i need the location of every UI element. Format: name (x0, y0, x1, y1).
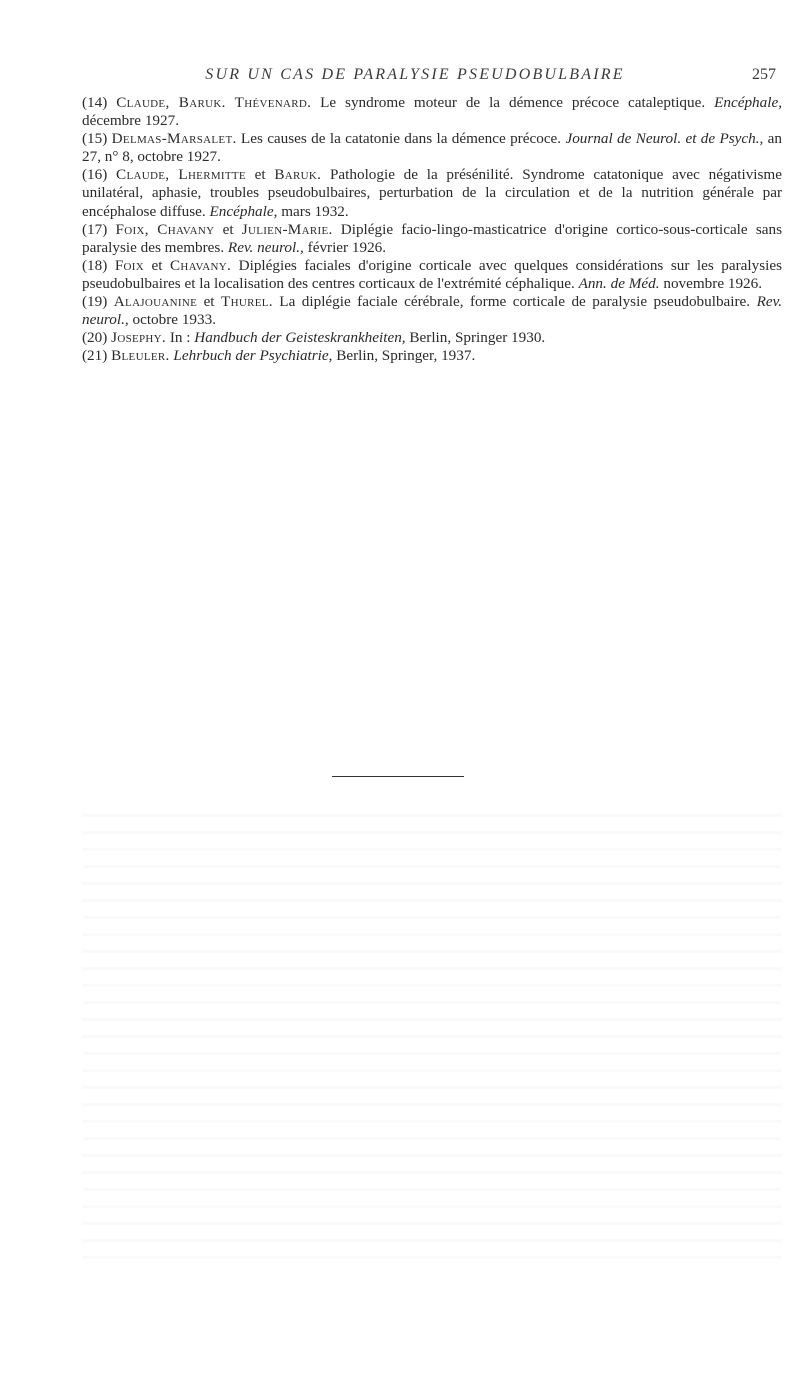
reference-authors: Baruk. (274, 166, 322, 184)
reference-conjunction: et (214, 220, 242, 238)
reference-text: Le syndrome moteur de la démence précoce cataleptique. (311, 94, 715, 111)
reference-item (82, 257, 782, 293)
running-title: SUR UN CAS DE PARALYSIE PSEUDOBULBAIRE (205, 66, 625, 83)
reference-text: In : (166, 329, 195, 347)
reference-authors: Julien-Marie. (241, 220, 333, 238)
reference-authors: Alajouanine (113, 293, 198, 311)
section-end-rule (332, 776, 464, 777)
page-number: 257 (752, 66, 776, 83)
show-through-texture (82, 800, 782, 1270)
reference-number: (15) (82, 130, 108, 148)
reference-number: (18) (82, 256, 108, 274)
reference-date: Berlin, Springer, 1937. (332, 347, 476, 365)
reference-item (82, 166, 782, 220)
reference-text: Diplégie facio-lingo-masticatrice d'origine cortico-sous-corticale sans paralysie des membres. (82, 220, 783, 256)
reference-authors: Josephy. (111, 329, 167, 347)
reference-number: (16) (82, 166, 108, 184)
reference-conjunction: et (245, 166, 275, 184)
reference-date: mars 1932. (277, 202, 349, 220)
running-header (0, 66, 800, 88)
reference-journal: Encéphale, (714, 94, 782, 111)
reference-authors: Claude, Baruk. Thévenard. (116, 94, 312, 111)
reference-number: (17) (82, 220, 108, 238)
reference-item (82, 221, 782, 257)
reference-text: Pathologie de la présénilité. Syndrome catatonique avec négativisme unilatéral, aphasie, troubles pseudobulbaires, perturbation de la circulation et de la nutrition générale par encéphalose diffuse. (82, 166, 782, 220)
reference-text: Diplégies faciales d'origine corticale avec quelques considérations sur les paralysies pseudobulbaires et la localisation des centres corticaux de l'extrémité céphalique. (82, 256, 782, 292)
reference-item (82, 347, 782, 365)
reference-journal: Rev. neurol., (82, 293, 782, 329)
reference-item (82, 329, 782, 347)
reference-text: Les causes de la catatonie dans la démence précoce. (236, 130, 566, 148)
reference-list (82, 94, 782, 365)
reference-date: décembre 1927. (82, 112, 179, 130)
reference-journal: Journal de Neurol. et de Psych., (565, 130, 764, 148)
reference-authors: Thurel. (221, 293, 273, 311)
reference-date: novembre 1926. (659, 274, 763, 292)
reference-authors: Foix (114, 256, 145, 274)
reference-conjunction: et (144, 256, 170, 274)
reference-date: octobre 1933. (128, 311, 216, 329)
reference-authors: Bleuler. (111, 347, 170, 365)
reference-authors: Foix, Chavany (115, 220, 215, 238)
reference-number: (20) (82, 329, 108, 347)
reference-authors: Chavany. (169, 256, 232, 274)
reference-date: an 27, n° 8, octobre 1927. (82, 130, 783, 166)
reference-journal: Rev. neurol., (227, 238, 304, 256)
reference-item (82, 130, 782, 166)
reference-journal: Lehrbuch der Psychiatrie, (173, 347, 333, 365)
reference-date: Berlin, Springer 1930. (405, 329, 546, 347)
reference-number: (14) (82, 94, 108, 111)
reference-number: (21) (82, 347, 108, 365)
reference-text: La diplégie faciale cérébrale, forme corticale de paralysie pseudobulbaire. (272, 293, 757, 311)
reference-journal: Handbuch der Geisteskrankheiten, (194, 329, 406, 347)
reference-journal: Ann. de Méd. (578, 274, 660, 292)
reference-journal: Encéphale, (209, 202, 278, 220)
reference-number: (19) (82, 293, 108, 311)
reference-conjunction: et (197, 293, 221, 311)
reference-item (82, 94, 782, 130)
reference-authors: Claude, Lhermitte (116, 166, 246, 184)
reference-date: février 1926. (303, 238, 387, 256)
reference-item (82, 293, 782, 329)
reference-authors: Delmas-Marsalet. (111, 130, 237, 148)
